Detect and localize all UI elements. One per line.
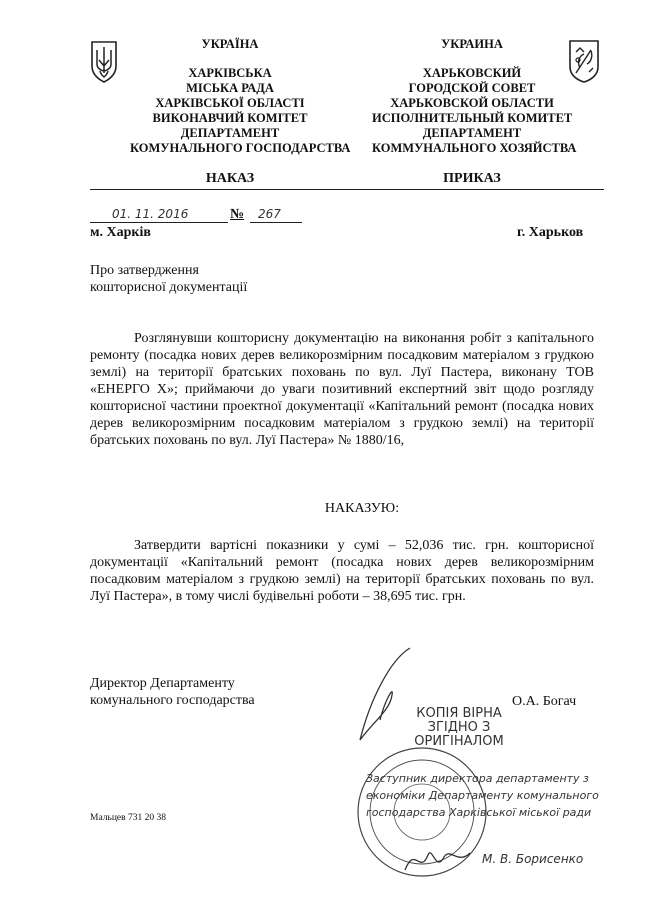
- header-ua-line: ХАРКІВСЬКОЇ ОБЛАСТІ: [155, 96, 305, 110]
- header-ru-country: УКРАИНА: [441, 37, 503, 51]
- certification-stamp: [366, 770, 599, 821]
- signatory-name: О.А. Богач: [512, 694, 577, 709]
- subject-line: кошторисної документації: [90, 280, 248, 295]
- command-heading: НАКАЗУЮ:: [324, 501, 400, 516]
- signatory-title-line: Директор Департаменту: [90, 676, 235, 691]
- header-ru-line: ХАРЬКОВСКИЙ: [422, 66, 522, 80]
- header-ua-line: ДЕПАРТАМЕНТ: [180, 126, 280, 140]
- header-ua-line: ХАРКІВСЬКА: [188, 66, 272, 80]
- certification-line: Заступник директора департаменту з: [366, 772, 589, 785]
- order-number: 267: [258, 207, 281, 221]
- header-ua-line: ВИКОНАВЧИЙ КОМІТЕТ: [152, 111, 308, 125]
- header-ru-line: ДЕПАРТАМЕНТ: [422, 126, 522, 140]
- date-underline: [90, 222, 228, 223]
- signatory-title: [90, 675, 350, 709]
- copy-stamp-line: ОРИГІНАЛОМ: [414, 734, 504, 749]
- executor-line: Мальцев 731 20 38: [90, 813, 166, 823]
- header-ua-line: КОМУНАЛЬНОГО ГОСПОДАРСТВА: [130, 141, 351, 155]
- kharkiv-city-emblem: [567, 38, 601, 84]
- copy-stamp-line: ЗГІДНО З: [427, 720, 491, 735]
- header-ua: [130, 37, 351, 156]
- subject-line: Про затвердження: [90, 263, 199, 278]
- header-ru-line: КОММУНАЛЬНОГО ХОЗЯЙСТВА: [372, 141, 577, 155]
- copy-stamp-line: КОПІЯ ВІРНА: [416, 706, 502, 721]
- decision-paragraph: Затвердити вартісні показники у сумі – 52,036 тис. грн. кошторисної документації «Капітальний ремонт (посадка нових дерев великорозмірним посадковим матеріалом з грудкою землі) на території братських поховань по вул. Луї Пастера», в тому числі будівельні роботи – 38,695 тис. грн.: [90, 538, 594, 604]
- preamble-paragraph: Розглянувши кошторисну документацію на виконання робіт з капітального ремонту (посадка нових дерев великорозмірним посадковим матеріалом з грудкою землі) на території братських поховань по вул. Луї Пастера, виконану ТОВ «ЕНЕРГО Х»; приймаючи до уваги позитивний експертний звіт щодо розгляду кошторисної частини проектної документації «Капітальний ремонт (посадка нових дерев великорозмірним посадковим матеріалом з грудкою землі) на території братських поховань по вул. Луї Пастера» № 1880/16,: [90, 331, 594, 448]
- signatory-title-line: комунального господарства: [90, 693, 255, 708]
- order-date: 01. 11. 2016: [112, 207, 189, 221]
- header-ua-line: МІСЬКА РАДА: [186, 81, 274, 95]
- header-ru-line: ИСПОЛНИТЕЛЬНЫЙ КОМИТЕТ: [372, 111, 573, 125]
- certifier-name: М. В. Борисенко: [482, 852, 584, 866]
- number-underline: [250, 222, 302, 223]
- ukraine-trident-emblem: [89, 40, 119, 84]
- header-ru-line: ГОРОДСКОЙ СОВЕТ: [408, 81, 536, 95]
- certification-line: господарства Харківської міської ради: [366, 806, 592, 819]
- header-ua-country: УКРАЇНА: [201, 37, 259, 51]
- city-ru: г. Харьков: [517, 225, 584, 240]
- city-ua: м. Харків: [90, 225, 151, 240]
- certification-line: економіки Департаменту комунального: [366, 789, 599, 802]
- order-number-sign: №: [230, 207, 245, 222]
- doc-type-ua: НАКАЗ: [205, 171, 255, 186]
- header-ru: [372, 37, 577, 156]
- header-ru-line: ХАРЬКОВСКОЙ ОБЛАСТИ: [390, 96, 554, 110]
- certifier-signature: [400, 835, 480, 880]
- doc-type-ru: ПРИКАЗ: [443, 171, 501, 186]
- header-divider-line: [90, 189, 604, 190]
- subject: [90, 262, 350, 296]
